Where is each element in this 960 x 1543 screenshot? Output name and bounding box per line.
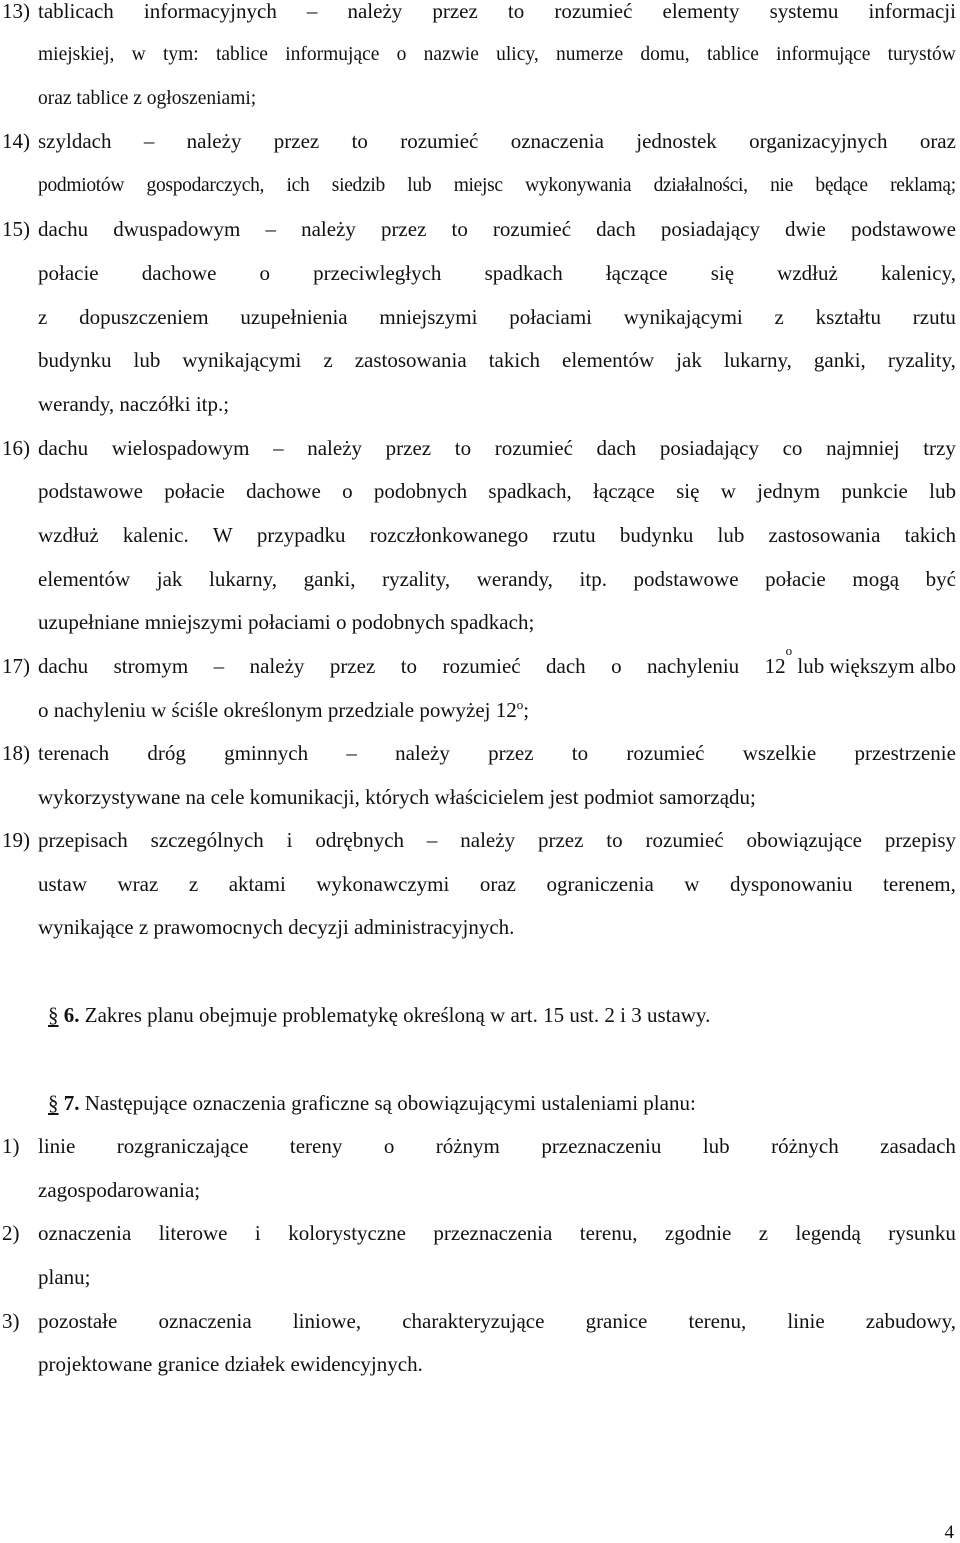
text-line xyxy=(38,1306,956,1336)
word: legendą xyxy=(795,1221,861,1245)
word: rozczłonkowanego xyxy=(369,523,529,547)
word: lukarny, xyxy=(723,348,792,372)
word: należy xyxy=(395,741,450,765)
text-line: uzupełniane mniejszymi połaciami o podobnych spadkach; xyxy=(38,610,535,634)
text-line xyxy=(38,0,956,26)
word: różnych xyxy=(771,1134,839,1158)
word: to xyxy=(507,0,525,23)
word: posiadający xyxy=(659,436,759,460)
word: z xyxy=(758,1221,769,1245)
word: o xyxy=(383,1134,395,1158)
text-line xyxy=(38,433,956,463)
word: mniejszymi xyxy=(379,305,478,329)
word: podobnych xyxy=(373,479,468,503)
word: linie xyxy=(38,1134,76,1158)
word: informacyjnych xyxy=(143,0,277,23)
word: najmniej xyxy=(826,436,900,460)
item-number: 2) xyxy=(2,1221,20,1245)
word: rozumieć xyxy=(554,0,633,23)
word: o xyxy=(396,44,407,65)
word: przypadku xyxy=(256,523,346,547)
word: dachu xyxy=(38,436,89,460)
word: dwuspadowym xyxy=(113,217,241,241)
word: organizacyjnych xyxy=(749,129,888,153)
text-line xyxy=(38,126,956,156)
text-line: wynikające z prawomocnych decyzji administracyjnych. xyxy=(38,915,515,939)
word: 12 xyxy=(764,654,786,678)
word: zasadach xyxy=(880,1134,956,1158)
word: elementów xyxy=(38,567,131,591)
word: przez xyxy=(273,129,320,153)
word: terenu, xyxy=(688,1309,747,1333)
word: elementy xyxy=(662,0,740,23)
word: dachowe xyxy=(246,479,321,503)
word: – xyxy=(346,741,357,765)
text-line xyxy=(38,1218,956,1248)
word: kalenicy, xyxy=(880,261,956,285)
word: połacie xyxy=(38,261,99,285)
word: zastosowania xyxy=(354,348,467,372)
word: posiadający xyxy=(660,217,760,241)
word: literowe xyxy=(158,1221,228,1245)
word: linie xyxy=(787,1309,825,1333)
word: terenu, xyxy=(579,1221,638,1245)
word: ograniczenia xyxy=(546,872,654,896)
word: tym: xyxy=(162,44,199,65)
word: – xyxy=(265,217,276,241)
word: się xyxy=(676,479,700,503)
word: rozumieć xyxy=(494,436,573,460)
word: należy xyxy=(347,0,403,23)
word: różnym xyxy=(435,1134,500,1158)
text-line xyxy=(38,302,956,332)
word: działalności, xyxy=(653,175,748,196)
text-segment: ; xyxy=(523,698,530,722)
word: lub xyxy=(717,523,745,547)
word: mogą xyxy=(852,567,900,591)
word: przepisy xyxy=(884,828,956,852)
word: przez xyxy=(385,436,432,460)
word: należy xyxy=(249,654,305,678)
word: obowiązujące xyxy=(746,828,862,852)
word: należy xyxy=(460,828,516,852)
word: przepisach xyxy=(38,828,128,852)
word: reklamą; xyxy=(890,175,956,196)
word: co xyxy=(782,436,803,460)
word: przez xyxy=(432,0,478,23)
word: należy xyxy=(307,436,363,460)
text-line xyxy=(38,738,956,768)
degree-mark: o xyxy=(516,697,524,712)
word: rzutu xyxy=(552,523,596,547)
word: ich xyxy=(286,175,310,196)
text-line: oraz tablice z ogłoszeniami; xyxy=(38,88,257,109)
word: terenach xyxy=(38,741,110,765)
word: szyldach xyxy=(38,129,112,153)
word: o xyxy=(611,654,622,678)
word: informacji xyxy=(868,0,956,23)
text-line: wykorzystywane na cele komunikacji, których właścicielem jest podmiot samorządu; xyxy=(38,785,756,809)
word: – xyxy=(306,0,318,23)
word: systemu xyxy=(769,0,839,23)
word: lub xyxy=(407,175,432,196)
word: to xyxy=(606,828,623,852)
word: przez xyxy=(488,741,534,765)
word: itp. xyxy=(579,567,607,591)
word: zastosowania xyxy=(768,523,881,547)
word: dwie xyxy=(785,217,826,241)
word: to xyxy=(451,217,468,241)
word: W xyxy=(212,523,233,547)
word: przez xyxy=(329,654,376,678)
word: wykonawczymi xyxy=(316,872,450,896)
word: dachu xyxy=(38,654,89,678)
word: rozumieć xyxy=(626,741,705,765)
word: lub xyxy=(133,348,161,372)
word: tablice xyxy=(215,44,268,65)
text-line xyxy=(38,564,956,594)
text-line xyxy=(38,520,956,550)
text-segment: o nachyleniu w ściśle określonym przedziale powyżej 12 xyxy=(38,698,517,722)
section-7 xyxy=(48,1088,696,1118)
word: kalenic. xyxy=(122,523,189,547)
word: należy xyxy=(186,129,242,153)
text-line xyxy=(38,345,956,375)
word: dachu xyxy=(38,217,89,241)
paragraph-mark: § xyxy=(48,1091,59,1115)
word: aktami xyxy=(228,872,286,896)
text-line xyxy=(38,869,956,899)
word: zabudowy, xyxy=(865,1309,956,1333)
word: należy xyxy=(301,217,356,241)
word: lub xyxy=(702,1134,730,1158)
word: informujące xyxy=(776,44,871,65)
word: z xyxy=(774,305,784,329)
item-number: 1) xyxy=(2,1134,20,1158)
word: oznaczenia xyxy=(158,1309,252,1333)
word: gospodarczych, xyxy=(146,175,265,196)
word: rozumieć xyxy=(442,654,521,678)
word: być xyxy=(925,567,956,591)
item-number: 3) xyxy=(2,1309,20,1333)
word: przeznaczeniu xyxy=(541,1134,662,1158)
text-line xyxy=(38,40,956,70)
word: wraz xyxy=(117,872,159,896)
word: dach xyxy=(596,436,637,460)
word: lub xyxy=(929,479,956,503)
degree-mark: o xyxy=(785,643,793,658)
text-line: planu; xyxy=(38,1265,91,1289)
word: informujące xyxy=(285,44,380,65)
word: dach xyxy=(546,654,586,678)
text-line xyxy=(38,214,956,244)
word: dróg xyxy=(147,741,186,765)
word: – xyxy=(426,828,438,852)
word: wykonywania xyxy=(525,175,632,196)
word: łączące xyxy=(605,261,668,285)
word: kształtu xyxy=(815,305,881,329)
word: przez xyxy=(537,828,584,852)
word: jak xyxy=(156,567,183,591)
section-6 xyxy=(48,1000,710,1030)
text-line: werandy, naczółki itp.; xyxy=(38,392,230,416)
word: ustaw xyxy=(38,872,87,896)
paragraph-mark: § xyxy=(48,1003,59,1027)
word: – xyxy=(143,129,155,153)
text-segment: lub większym albo xyxy=(792,654,956,678)
word: wszelkie xyxy=(742,741,817,765)
word: tereny xyxy=(289,1134,343,1158)
word: to xyxy=(351,129,368,153)
word: miejskiej, xyxy=(38,44,115,65)
word: – xyxy=(273,436,284,460)
word: tablice xyxy=(706,44,759,65)
word: przestrzenie xyxy=(854,741,956,765)
word: takich xyxy=(488,348,540,372)
word: i xyxy=(286,828,293,852)
word: siedzib xyxy=(331,175,385,196)
word: charakteryzujące xyxy=(402,1309,545,1333)
word: połacie xyxy=(164,479,225,503)
word: rozumieć xyxy=(492,217,572,241)
word: wzdłuż xyxy=(38,523,99,547)
word: nazwie xyxy=(423,44,479,65)
word: domu, xyxy=(640,44,690,65)
word: to xyxy=(454,436,472,460)
item-number: 16) xyxy=(2,436,30,460)
word: werandy, xyxy=(476,567,553,591)
word: z xyxy=(188,872,199,896)
word: trzy xyxy=(923,436,956,460)
word: wynikającymi xyxy=(182,348,302,372)
word: punkcie xyxy=(841,479,908,503)
word: podstawowe xyxy=(850,217,956,241)
word: kolorystyczne xyxy=(288,1221,406,1245)
word: nachyleniu xyxy=(647,654,740,678)
word: rozgraniczające xyxy=(116,1134,249,1158)
word: rozumieć xyxy=(400,129,479,153)
word: odrębnych xyxy=(315,828,405,852)
word: rozumieć xyxy=(645,828,724,852)
word: stromym xyxy=(113,654,189,678)
word: granice xyxy=(585,1309,648,1333)
word: o xyxy=(342,479,353,503)
word: połacie xyxy=(765,567,826,591)
word: się xyxy=(710,261,735,285)
word: ulicy, xyxy=(496,44,539,65)
text-segment xyxy=(38,651,786,681)
word: oraz xyxy=(479,872,516,896)
section-text: Zakres planu obejmuje problematykę określoną w art. 15 ust. 2 i 3 ustawy. xyxy=(79,1003,711,1027)
word: i xyxy=(254,1221,261,1245)
word: budynku xyxy=(619,523,694,547)
text-line: projektowane granice działek ewidencyjnych. xyxy=(38,1352,423,1376)
word: będące xyxy=(815,175,868,196)
word: spadkach, xyxy=(488,479,572,503)
word: wzdłuż xyxy=(777,261,838,285)
word: elementów xyxy=(562,348,655,372)
word: przeznaczenia xyxy=(433,1221,553,1245)
item-number: 13) xyxy=(2,0,30,23)
word: zgodnie xyxy=(664,1221,732,1245)
text-line xyxy=(38,476,956,506)
page-number: 4 xyxy=(944,1522,954,1543)
word: gminnych xyxy=(224,741,309,765)
word: miejsc xyxy=(453,175,503,196)
word: w xyxy=(684,872,700,896)
word: budynku xyxy=(38,348,112,372)
word: to xyxy=(400,654,418,678)
word: – xyxy=(213,654,225,678)
word: podmiotów xyxy=(38,175,125,196)
item-number: 19) xyxy=(2,828,30,852)
text-line: zagospodarowania; xyxy=(38,1178,201,1202)
word: podstawowe xyxy=(38,479,143,503)
word: łączące xyxy=(593,479,655,503)
word: numerze xyxy=(556,44,624,65)
word: oznaczenia xyxy=(510,129,604,153)
word: turystów xyxy=(887,44,956,65)
word: takich xyxy=(904,523,956,547)
section-number: 7. xyxy=(63,1091,80,1115)
word: jak xyxy=(676,348,702,372)
word: rysunku xyxy=(888,1221,956,1245)
word: jednostek xyxy=(636,129,717,153)
word: ganki, xyxy=(303,567,356,591)
text-line xyxy=(38,171,956,201)
word: połaciami xyxy=(509,305,593,329)
word: o xyxy=(259,261,271,285)
word: wielospadowym xyxy=(111,436,250,460)
text-line xyxy=(38,1131,956,1161)
word: lukarny, xyxy=(208,567,278,591)
word: jednym xyxy=(757,479,821,503)
section-text: Następujące oznaczenia graficzne są obowiązującymi ustaleniami planu: xyxy=(79,1091,696,1115)
word: z xyxy=(38,305,48,329)
item-number: 18) xyxy=(2,741,30,765)
word: tablicach xyxy=(38,0,114,23)
text-line xyxy=(38,643,956,681)
word: pozostałe xyxy=(38,1309,118,1333)
word: z xyxy=(323,348,333,372)
item-number: 15) xyxy=(2,217,30,241)
word: nie xyxy=(770,175,794,196)
word: dopuszczeniem xyxy=(79,305,209,329)
word: liniowe, xyxy=(292,1309,362,1333)
word: uzupełnienia xyxy=(240,305,348,329)
word: szczególnych xyxy=(150,828,264,852)
text-line xyxy=(38,825,956,855)
word: to xyxy=(571,741,589,765)
word: w xyxy=(131,44,146,65)
word: spadkach xyxy=(484,261,563,285)
section-number: 6. xyxy=(63,1003,80,1027)
word: dysponowaniu xyxy=(729,872,853,896)
word: dachowe xyxy=(141,261,217,285)
text-line xyxy=(38,695,529,725)
item-number: 14) xyxy=(2,129,30,153)
item-number: 17) xyxy=(2,654,30,678)
word: ryzality, xyxy=(382,567,451,591)
word: podstawowe xyxy=(633,567,739,591)
word: przez xyxy=(380,217,427,241)
word: ryzality, xyxy=(887,348,956,372)
word: przeciwległych xyxy=(313,261,442,285)
text-line xyxy=(38,258,956,288)
word: oraz xyxy=(919,129,956,153)
word: oznaczenia xyxy=(38,1221,132,1245)
word: terenem, xyxy=(883,872,956,896)
word: wynikającymi xyxy=(623,305,743,329)
word: ganki, xyxy=(813,348,866,372)
word: rzutu xyxy=(912,305,956,329)
word: dach xyxy=(596,217,636,241)
word: w xyxy=(720,479,736,503)
